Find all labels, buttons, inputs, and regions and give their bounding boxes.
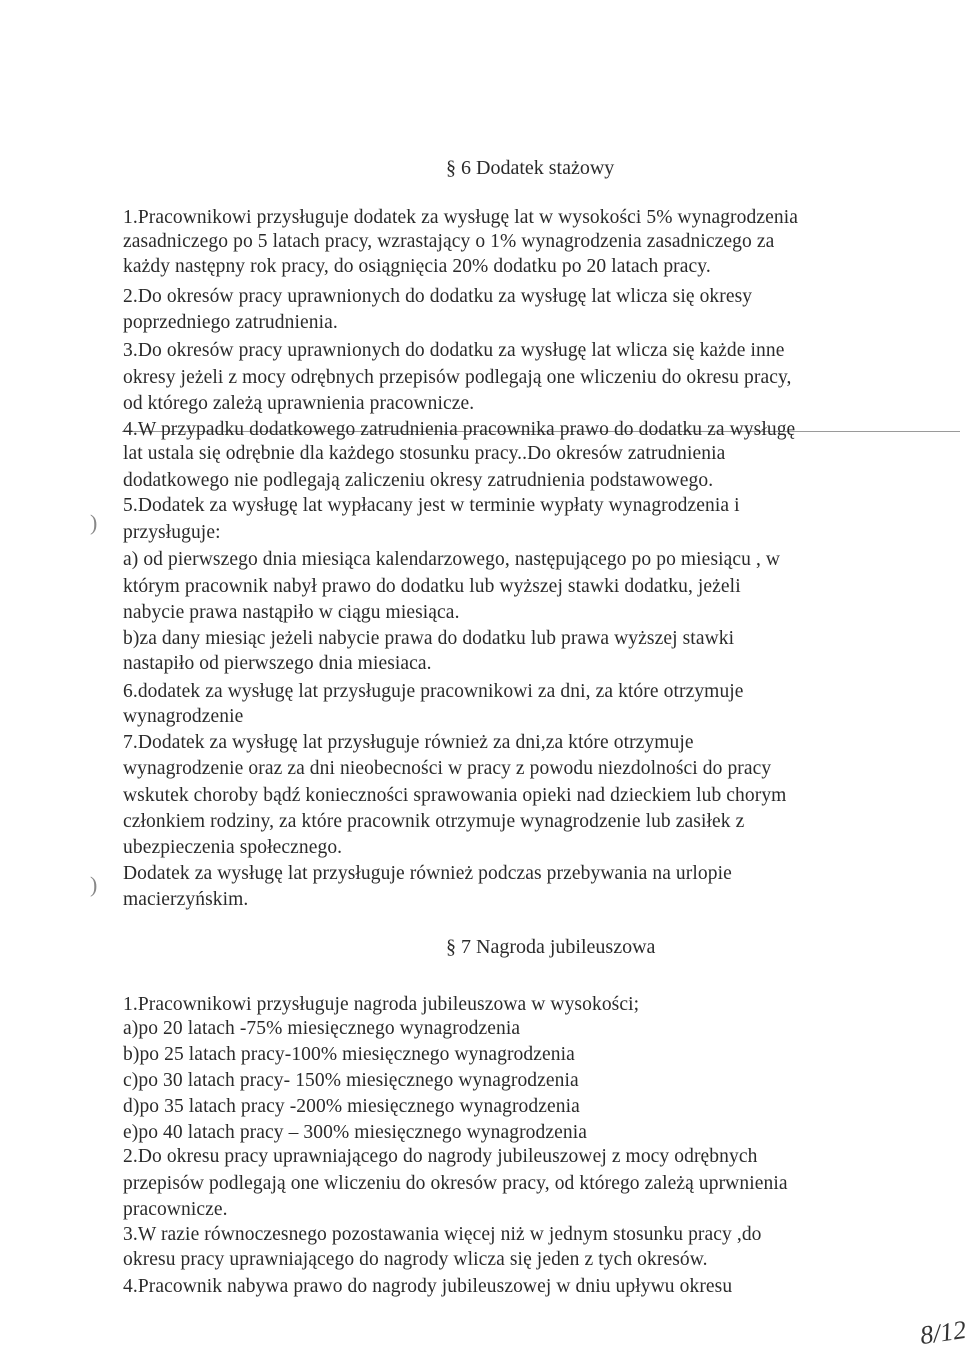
section-7-heading: § 7 Nagroda jubileuszowa [446, 936, 656, 958]
paragraph-line: 7.Dodatek za wysługę lat przysługuje również za dni,za które otrzymuje [123, 732, 694, 753]
paragraph-line: a) od pierwszego dnia miesiąca kalendarzowego, następującego po po miesiącu , w [123, 549, 781, 570]
paragraph-line: 1.Pracownikowi przysługuje nagroda jubileuszowa w wysokości; [123, 994, 640, 1015]
paragraph-line: 5.Dodatek za wysługę lat wypłacany jest w terminie wypłaty wynagrodzenia i [123, 495, 740, 516]
paragraph-line: 3.W razie równoczesnego pozostawania więcej niż w jednym stosunku pracy ,do [123, 1224, 762, 1245]
margin-punch-mark: ) [90, 872, 98, 897]
paragraph-line: ubezpieczenia społecznego. [123, 837, 343, 858]
margin-punch-mark: ) [90, 510, 98, 535]
paragraph-line: każdy następny rok pracy, do osiągnięcia 20% dodatku po 20 latach pracy. [123, 256, 711, 277]
paragraph-line: którym pracownik nabył prawo do dodatku lub wyższej stawki dodatku, jeżeli [123, 576, 741, 597]
paragraph-line: 6.dodatek za wysługę lat przysługuje pracownikowi za dni, za które otrzymuje [123, 681, 744, 702]
paragraph-line: macierzyńskim. [123, 889, 249, 910]
paragraph-line: c)po 30 latach pracy- 150% miesięcznego wynagrodzenia [123, 1070, 579, 1091]
paragraph-line: wskutek choroby bądź konieczności sprawowania opieki nad dzieckiem lub chorym [123, 785, 787, 806]
paragraph-line: nastapiło od pierwszego dnia miesiaca. [123, 653, 432, 674]
paragraph-line: a)po 20 latach -75% miesięcznego wynagrodzenia [123, 1018, 521, 1039]
paragraph-line: 4.Pracownik nabywa prawo do nagrody jubileuszowej w dniu upływu okresu [123, 1276, 733, 1297]
paragraph-line: 2.Do okresów pracy uprawnionych do dodatku za wysługę lat wlicza się okresy [123, 286, 753, 307]
paragraph-line: 3.Do okresów pracy uprawnionych do dodatku za wysługę lat wlicza się każde inne [123, 340, 785, 361]
paragraph-line: zasadniczego po 5 latach pracy, wzrastający o 1% wynagrodzenia zasadniczego za [123, 231, 775, 252]
paragraph-line: przepisów podlegają one wliczeniu do okresów pracy, od którego zależą uprwnienia [123, 1173, 788, 1194]
paragraph-line: przysługuje: [123, 522, 221, 543]
paragraph-line: pracownicze. [123, 1199, 228, 1220]
paragraph-line: poprzedniego zatrudnienia. [123, 312, 338, 333]
paragraph-line: nabycie prawa nastąpiło w ciągu miesiąca. [123, 602, 460, 623]
paragraph-line: e)po 40 latach pracy – 300% miesięcznego wynagrodzenia [123, 1122, 588, 1143]
paragraph-line: 1.Pracownikowi przysługuje dodatek za wysługę lat w wysokości 5% wynagrodzenia [123, 207, 798, 228]
handwritten-page-note: 8/12 [918, 1314, 968, 1351]
paragraph-line: b)po 25 latach pracy-100% miesięcznego wynagrodzenia [123, 1044, 575, 1065]
paragraph-line: wynagrodzenie [123, 706, 244, 727]
section-6-heading: § 6 Dodatek stażowy [446, 157, 615, 179]
paragraph-line: wynagrodzenie oraz za dni nieobecności w pracy z powodu niezdolności do pracy [123, 758, 772, 779]
paragraph-line: Dodatek za wysługę lat przysługuje również podczas przebywania na urlopie [123, 863, 732, 884]
paragraph-line: dodatkowego nie podlegają zaliczeniu okresy zatrudnienia podstawowego. [123, 470, 714, 491]
paragraph-line: od którego zależą uprawnienia pracownicze. [123, 393, 475, 414]
paragraph-line: d)po 35 latach pracy -200% miesięcznego wynagrodzenia [123, 1096, 580, 1117]
paragraph-line: 4.W przypadku dodatkowego zatrudnienia pracownika prawo do dodatku za wysługę [123, 419, 796, 440]
paragraph-line: okresu pracy uprawniającego do nagrody wlicza się jeden z tych okresów. [123, 1249, 708, 1270]
paragraph-line: lat ustala się odrębnie dla każdego stosunku pracy..Do okresów zatrudnienia [123, 443, 726, 464]
paragraph-line: 2.Do okresu pracy uprawniającego do nagrody jubileuszowej z mocy odrębnych [123, 1146, 758, 1167]
paragraph-line: okresy jeżeli z mocy odrębnych przepisów podlegają one wliczeniu do okresu pracy, [123, 367, 792, 388]
paragraph-line: b)za dany miesiąc jeżeli nabycie prawa do dodatku lub prawa wyższej stawki [123, 628, 735, 649]
paragraph-line: członkiem rodziny, za które pracownik otrzymuje wynagrodzenie lub zasiłek z [123, 811, 745, 832]
